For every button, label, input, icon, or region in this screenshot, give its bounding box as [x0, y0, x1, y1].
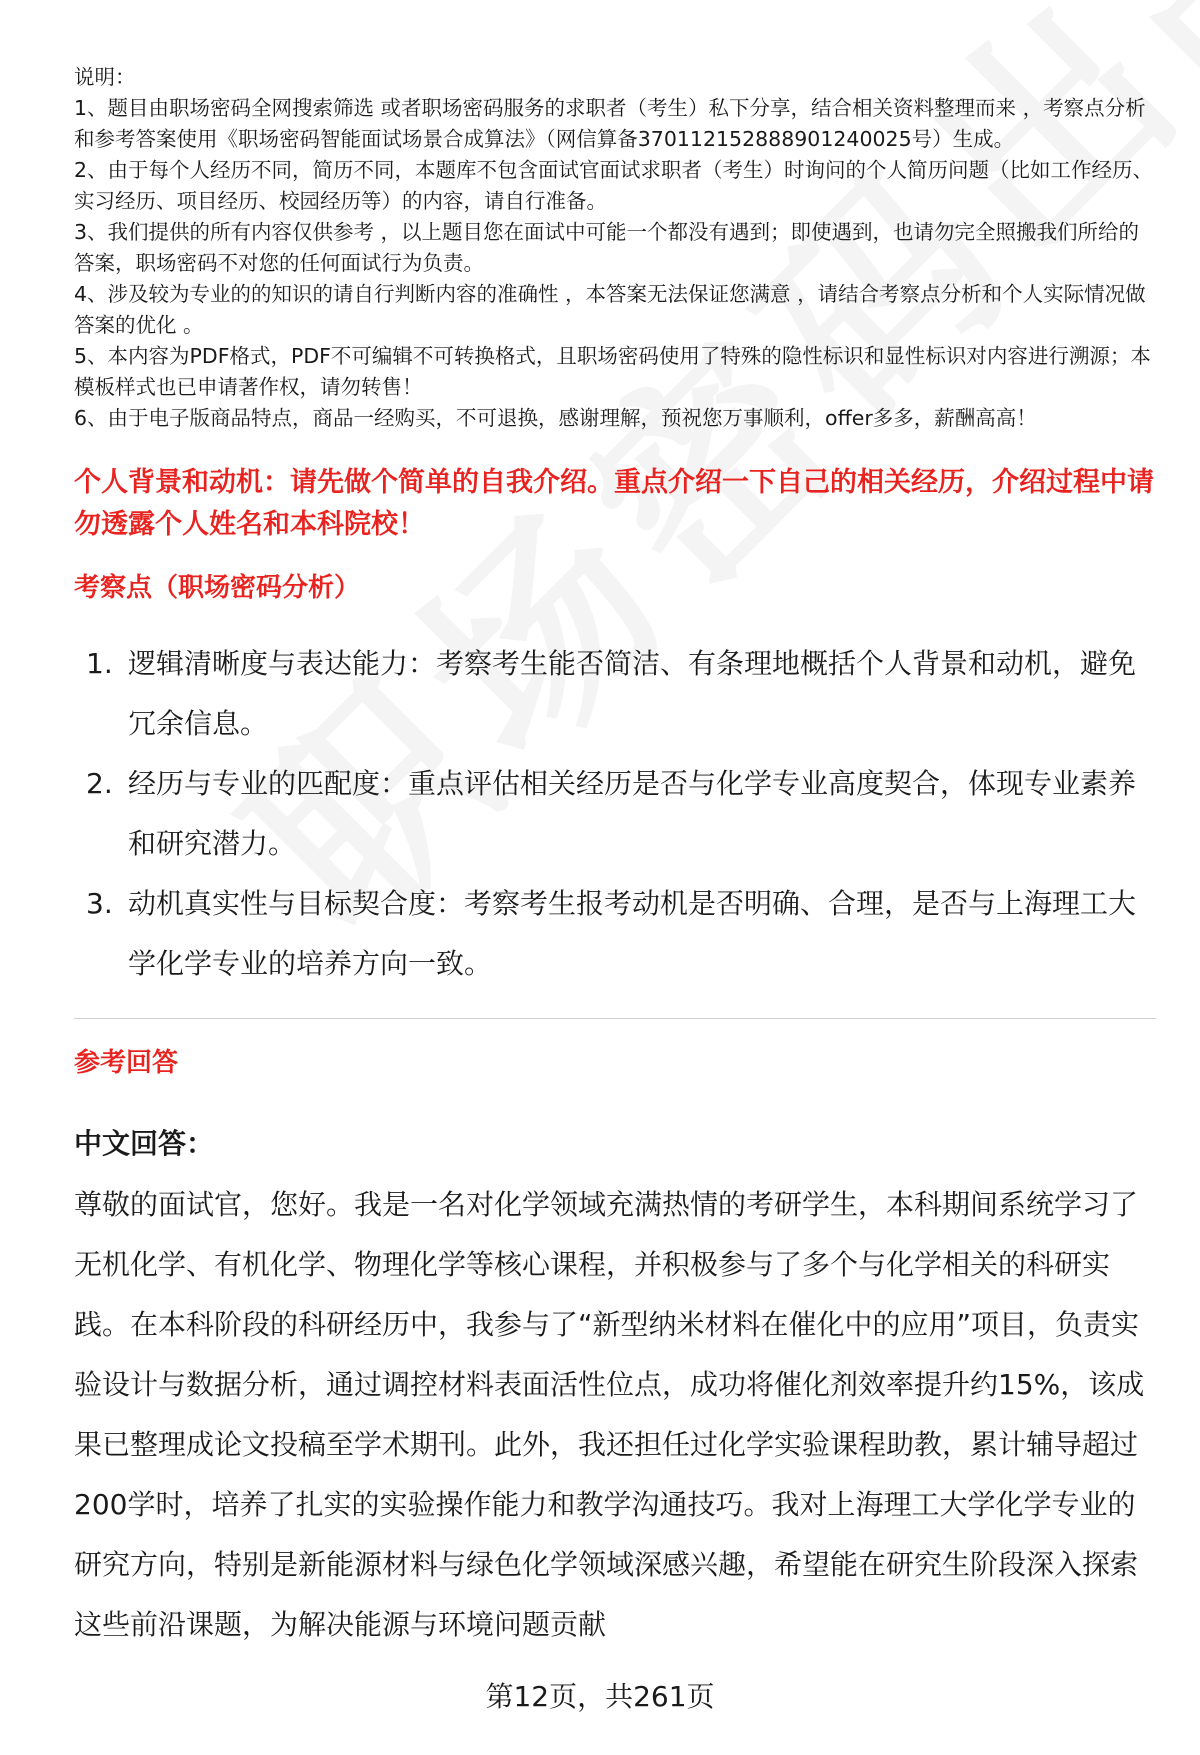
analysis-point [74, 754, 1156, 874]
page-content [74, 62, 1156, 1655]
chinese-answer-label: 中文回答： [74, 1127, 215, 1160]
point-text: 逻辑清晰度与表达能力：考察考生能否简洁、有条理地概括个人背景和动机，避免冗余信息。 [128, 647, 1137, 740]
analysis-title: 考察点（职场密码分析） [74, 573, 361, 603]
note-item: 2、由于每个人经历不同，简历不同，本题库不包含面试官面试求职者（考生）时询问的个人简历问题（比如工作经历、实习经历、项目经历、校园经历等）的内容，请自行准备。 [74, 158, 1154, 213]
section-divider [74, 1018, 1156, 1019]
page-number: 第12页，共261页 [485, 1680, 715, 1713]
point-text: 经历与专业的匹配度：重点评估相关经历是否与化学专业高度契合，体现专业素养和研究潜力。 [128, 767, 1137, 860]
point-number: 1. [86, 647, 113, 680]
note-item: 5、本内容为PDF格式，PDF不可编辑不可转换格式，且职场密码使用了特殊的隐性标识和显性标识对内容进行溯源；本模板样式也已申请著作权，请勿转售！ [74, 344, 1151, 399]
notes-block [74, 62, 1156, 434]
note-item: 1、题目由职场密码全网搜索筛选 或者职场密码服务的求职者（考生）私下分享，结合相关资料整理而来 ，考察点分析和参考答案使用《职场密码智能面试场景合成算法》（网信算备370112152888901240025号）生成。 [74, 96, 1146, 151]
answer-text: 尊敬的面试官，您好。我是一名对化学领域充满热情的考研学生，本科期间系统学习了无机化学、有机化学、物理化学等核心课程，并积极参与了多个与化学相关的科研实践。在本科阶段的科研经历中，我参与了“新型纳米材料在催化中的应用”项目，负责实验设计与数据分析，通过调控材料表面活性位点，成功将催化剂效率提升约15%，该成果已整理成论文投稿至学术期刊。此外，我还担任过化学实验课程助教，累计辅导超过200学时，培养了扎实的实验操作能力和教学沟通技巧。我对上海理工大学化学专业的研究方向，特别是新能源材料与绿色化学领域深感兴趣，希望能在研究生阶段深入探索这些前沿课题，为解决能源与环境问题贡献 [74, 1188, 1145, 1641]
reference-title: 参考回答 [74, 1048, 179, 1078]
note-item: 4、涉及较为专业的的知识的请自行判断内容的准确性 ，本答案无法保证您满意 ，请结合考察点分析和个人实际情况做答案的优化 。 [74, 282, 1146, 337]
point-text: 动机真实性与目标契合度：考察考生报考动机是否明确、合理，是否与上海理工大学化学专业的培养方向一致。 [128, 887, 1137, 980]
notes-heading: 说明： [74, 65, 136, 89]
note-item: 6、由于电子版商品特点，商品一经购买，不可退换，感谢理解，预祝您万事顺利，offer多多，薪酬高高！ [74, 406, 1037, 430]
interview-question: 个人背景和动机：请先做个简单的自我介绍。重点介绍一下自己的相关经历，介绍过程中请勿透露个人姓名和本科院校！ [74, 467, 1154, 540]
note-item: 3、我们提供的所有内容仅供参考 ，以上题目您在面试中可能一个都没有遇到；即使遇到，也请勿完全照搬我们所给的答案，职场密码不对您的任何面试行为负责。 [74, 220, 1140, 275]
point-number: 2. [86, 767, 113, 800]
analysis-points [74, 634, 1156, 994]
analysis-point [74, 874, 1156, 994]
point-number: 3. [86, 887, 113, 920]
analysis-point [74, 634, 1156, 754]
